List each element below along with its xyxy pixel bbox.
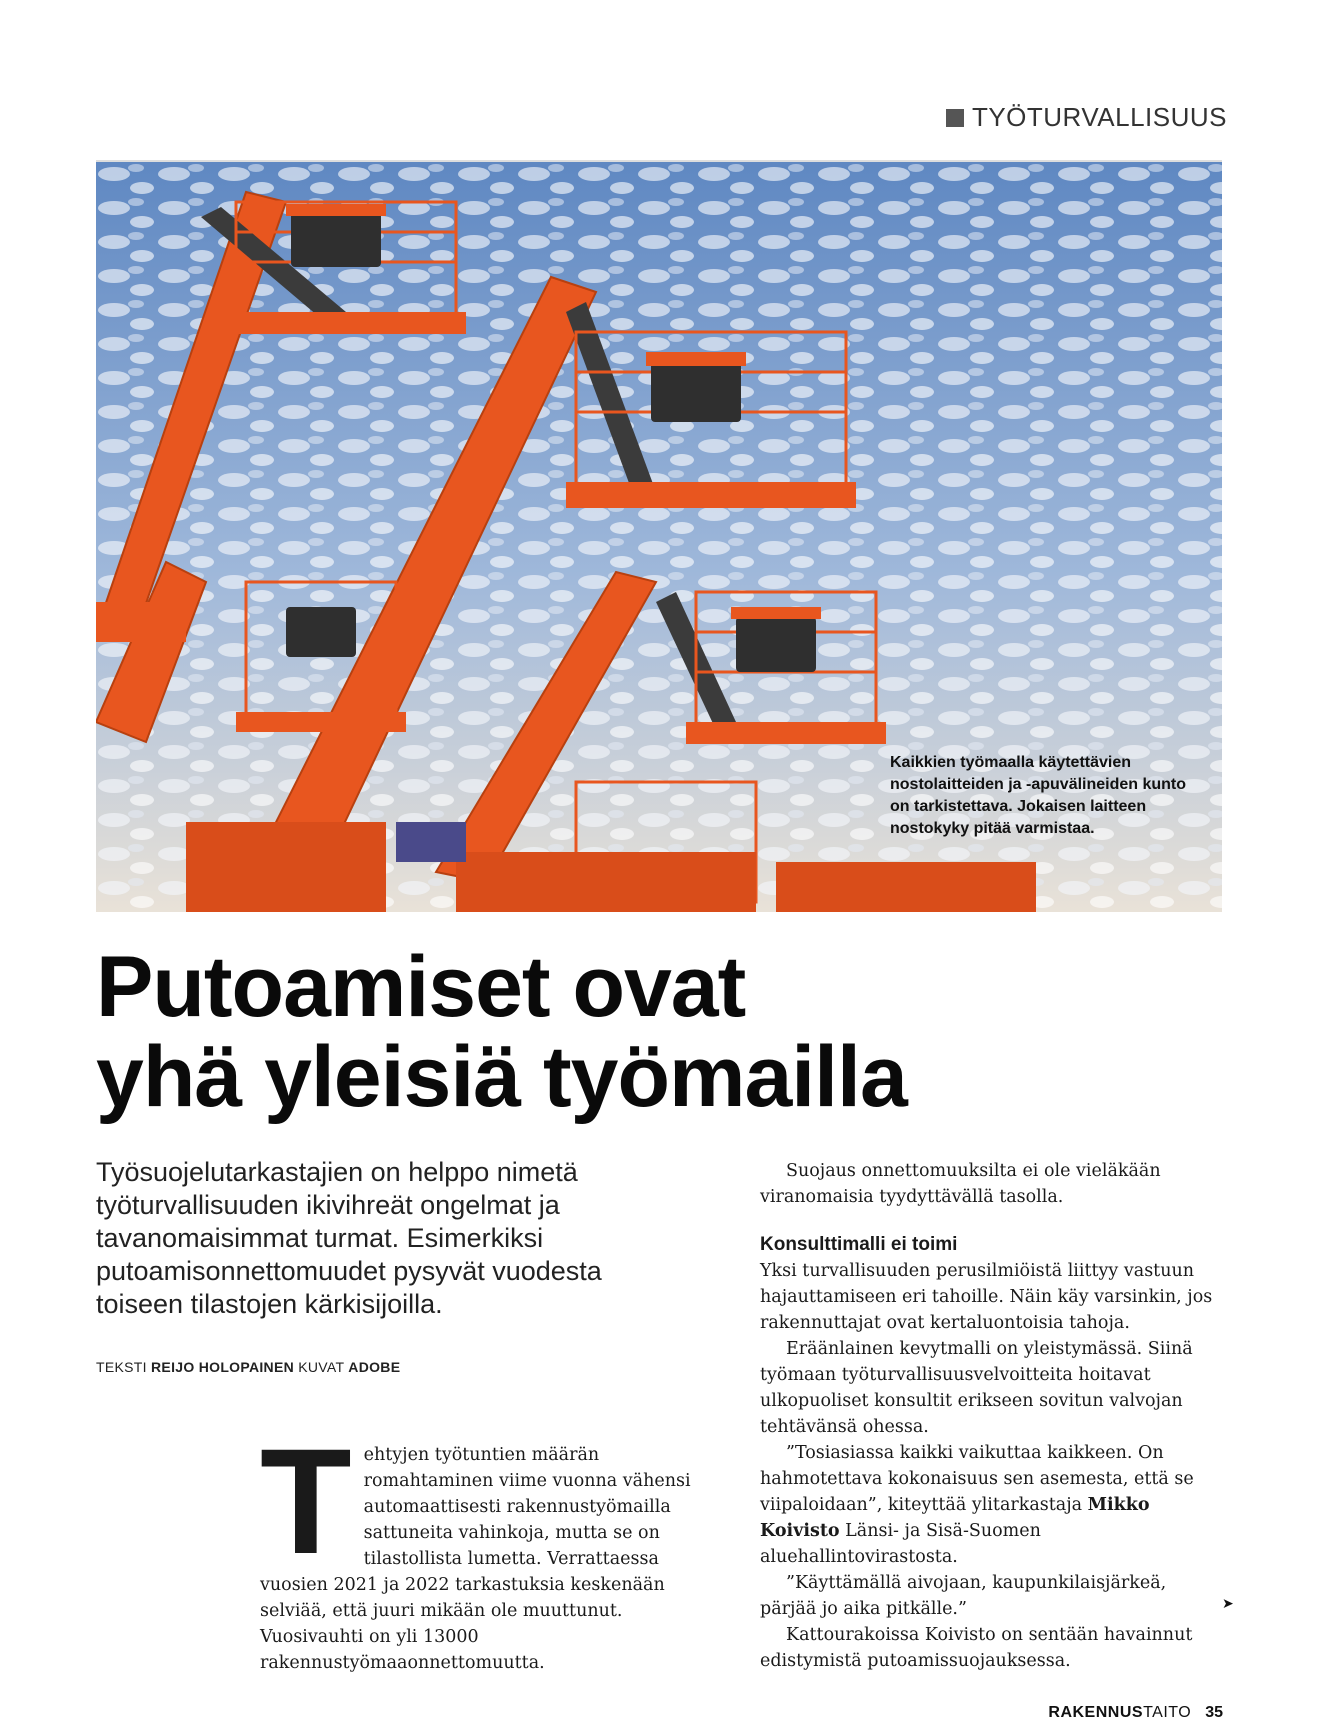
section-label: TYÖTURVALLISUUS	[971, 102, 1227, 132]
magazine-brand	[1048, 1704, 1191, 1722]
body-paragraph-5: ”Käyttämällä aivojaan, kaupunkilaisjärkeä, pärjää jo aika pitkälle.”	[760, 1573, 1167, 1619]
page-number: 35	[1205, 1704, 1223, 1721]
brand-bold: RAKENNUS	[1048, 1704, 1144, 1721]
headline-line-2: yhä yleisiä työmailla	[96, 1029, 907, 1125]
body-column-2	[760, 1158, 1220, 1674]
body-column-1	[260, 1417, 715, 1676]
body-paragraph: ehtyjen työtuntien määrän romahtaminen viime vuonna vähensi automaattisesti rakennustyömailla sattuneita vahinkoja, mutta se on tilastollista lumetta. Verrattaessa vuosien 2021 ja 2022 tarkastuksia keskenään selviää, että juuri mikään ole muuttunut. Vuosivauhti on yli 13000 rakennustyömaaonnettomuutta.	[260, 1445, 691, 1673]
drop-cap: T	[260, 1417, 352, 1585]
headline-line-1: Putoamiset ovat	[96, 939, 746, 1035]
byline-text-label: TEKSTI	[96, 1359, 147, 1375]
section-square-icon	[946, 109, 964, 127]
body-paragraph-4	[760, 1440, 1220, 1570]
person-name: Mikko Koivisto	[760, 1495, 1150, 1541]
article-headline	[96, 939, 907, 1125]
quote-text-before: ”Tosiasiassa kaikki vaikuttaa kaikkeen. On hahmotettava kokonaisuus sen asemesta, että se viipaloidaan”, kiteyttää ylitarkastaja	[760, 1443, 1194, 1515]
byline-author: REIJO HOLOPAINEN	[151, 1359, 295, 1375]
subheading: Konsulttimalli ei toimi	[760, 1234, 958, 1255]
body-paragraph-1: Suojaus onnettomuuksilta ei ole vieläkään viranomaisia tyydyttävällä tasolla.	[760, 1161, 1161, 1207]
page-footer	[1048, 1704, 1223, 1722]
continue-arrow-icon: ➤	[1222, 1596, 1234, 1612]
photo-caption: Kaikkien työmaalla käytettävien nostolaitteiden ja -apuvälineiden kunto on tarkistettava. Jokaisen laitteen nostokyky pitää varmistaa.	[890, 754, 1187, 837]
body-paragraph-2: Yksi turvallisuuden perusilmiöistä liittyy vastuun hajauttamiseen eri tahoille. Näin käy varsinkin, jos rakennuttajat ovat kertaluontoisia tahoja.	[760, 1261, 1213, 1333]
body-paragraph-6: Kattourakoissa Koivisto on sentään havainnut edistymistä putoamissuojauksessa.	[760, 1625, 1193, 1671]
brand-light: TAITO	[1143, 1704, 1192, 1721]
byline-photo-label: KUVAT	[298, 1359, 345, 1375]
byline-photographer: ADOBE	[348, 1359, 401, 1375]
quote-text-after: Länsi- ja Sisä-Suomen aluehallintovirastosta.	[760, 1521, 1041, 1567]
body-paragraph-3: Eräänlainen kevytmalli on yleistymässä. Siinä työmaan työturvallisuusvelvoitteita hoitavat ulkopuoliset konsultit erikseen sovitun valvojan tehtävänsä ohessa.	[760, 1339, 1193, 1437]
lead-paragraph: Työsuojelutarkastajien on helppo nimetä työturvallisuuden ikivihreät ongelmat ja tavanomaisimmat turmat. Esimerkiksi putoamisonnettomuudet pysyvät vuodesta toiseen tilastojen kärkisijoilla.	[96, 1157, 602, 1319]
section-tag	[946, 102, 1227, 133]
byline	[96, 1359, 400, 1375]
